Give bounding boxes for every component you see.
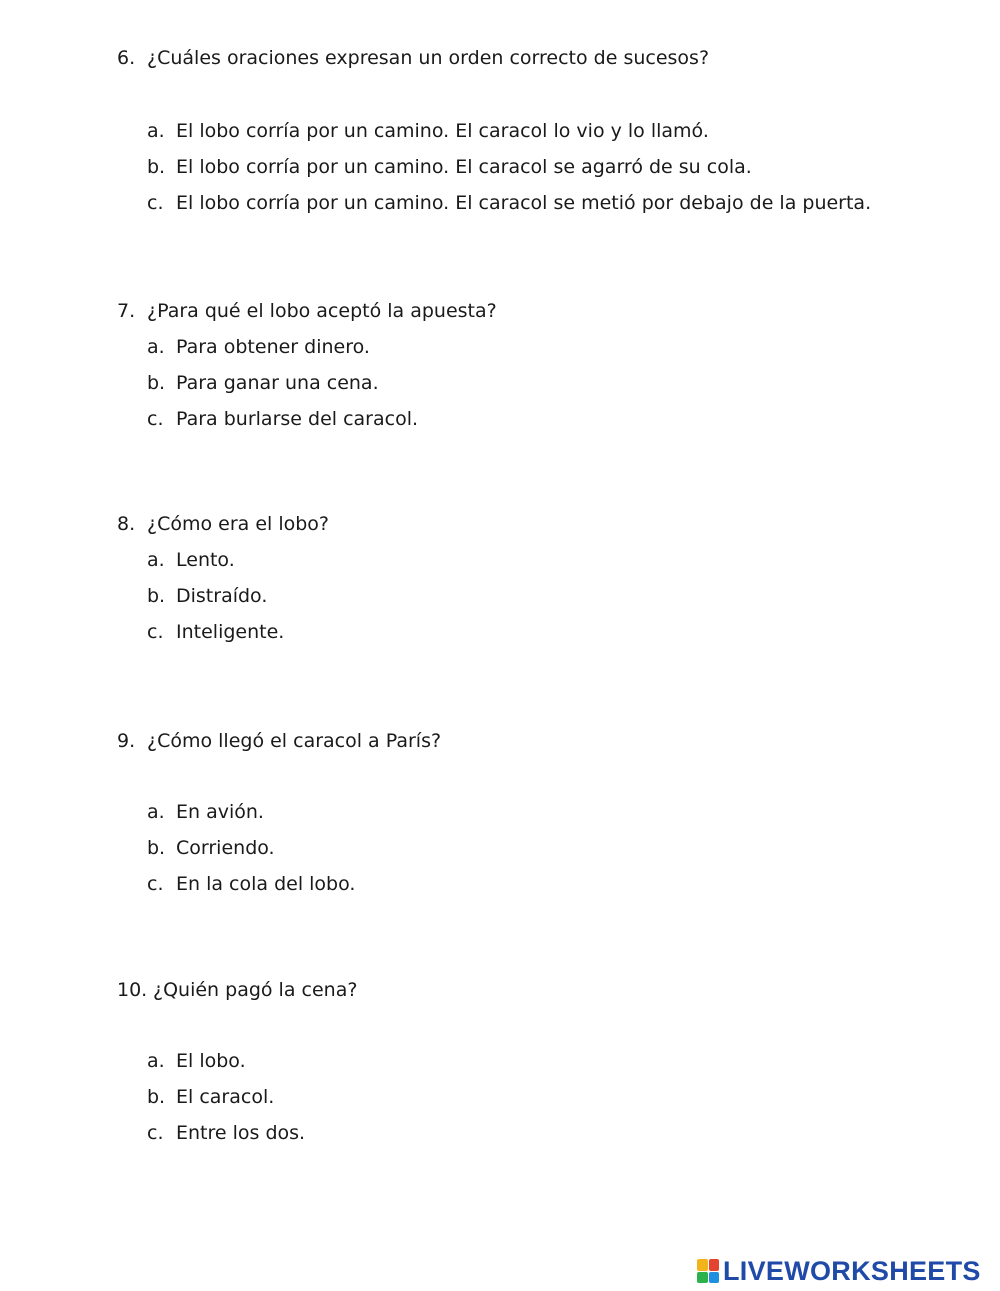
question-7 xyxy=(117,299,497,323)
option-10c[interactable] xyxy=(147,1121,305,1145)
option-letter: a. xyxy=(147,120,165,142)
option-text: Para obtener dinero. xyxy=(176,336,370,358)
option-6c[interactable] xyxy=(147,191,871,215)
option-letter: c. xyxy=(147,873,164,895)
option-8b[interactable] xyxy=(147,584,267,608)
liveworksheets-logo[interactable] xyxy=(697,1256,981,1286)
question-text: ¿Cómo llegó el caracol a París? xyxy=(147,730,442,752)
option-letter: a. xyxy=(147,801,165,823)
question-10 xyxy=(117,978,357,1002)
option-6a[interactable] xyxy=(147,119,709,143)
option-text: El lobo corría por un camino. El caracol lo vio y lo llamó. xyxy=(176,120,709,142)
option-letter: a. xyxy=(147,1050,165,1072)
option-text: El lobo corría por un camino. El caracol se metió por debajo de la puerta. xyxy=(176,192,872,214)
option-text: En avión. xyxy=(176,801,264,823)
option-text: En la cola del lobo. xyxy=(176,873,356,895)
question-number: 9. xyxy=(117,730,136,752)
option-8a[interactable] xyxy=(147,548,235,572)
question-9 xyxy=(117,729,441,753)
option-9a[interactable] xyxy=(147,800,264,824)
question-number: 10. xyxy=(117,979,148,1001)
option-text: Para ganar una cena. xyxy=(176,372,379,394)
option-text: El caracol. xyxy=(176,1086,275,1108)
option-text: Inteligente. xyxy=(176,621,285,643)
option-7a[interactable] xyxy=(147,335,370,359)
logo-square-2 xyxy=(709,1259,720,1271)
option-9b[interactable] xyxy=(147,836,275,860)
option-text: Lento. xyxy=(176,549,235,571)
option-text: Distraído. xyxy=(176,585,268,607)
logo-square-3 xyxy=(697,1272,708,1284)
option-letter: b. xyxy=(147,156,166,178)
option-6b[interactable] xyxy=(147,155,752,179)
option-letter: b. xyxy=(147,837,166,859)
logo-text: LIVEWORKSHEETS xyxy=(723,1255,981,1286)
option-letter: a. xyxy=(147,336,165,358)
question-text: ¿Cuáles oraciones expresan un orden correcto de sucesos? xyxy=(147,47,710,69)
option-text: El lobo corría por un camino. El caracol se agarró de su cola. xyxy=(176,156,752,178)
question-8 xyxy=(117,512,329,536)
option-text: El lobo. xyxy=(176,1050,246,1072)
question-number: 6. xyxy=(117,47,136,69)
liveworksheets-logo-icon xyxy=(697,1259,719,1283)
option-letter: c. xyxy=(147,1122,164,1144)
question-number: 8. xyxy=(117,513,136,535)
logo-square-4 xyxy=(709,1272,720,1284)
question-6 xyxy=(117,46,709,70)
option-10a[interactable] xyxy=(147,1049,246,1073)
option-letter: b. xyxy=(147,585,166,607)
option-letter: c. xyxy=(147,408,164,430)
question-text: ¿Cómo era el lobo? xyxy=(147,513,330,535)
logo-square-1 xyxy=(697,1259,708,1271)
question-text: ¿Quién pagó la cena? xyxy=(153,979,358,1001)
option-letter: b. xyxy=(147,372,166,394)
option-letter: c. xyxy=(147,192,164,214)
question-number: 7. xyxy=(117,300,136,322)
option-8c[interactable] xyxy=(147,620,284,644)
option-letter: c. xyxy=(147,621,164,643)
option-text: Para burlarse del caracol. xyxy=(176,408,419,430)
option-7b[interactable] xyxy=(147,371,379,395)
question-text: ¿Para qué el lobo aceptó la apuesta? xyxy=(147,300,497,322)
option-10b[interactable] xyxy=(147,1085,274,1109)
option-text: Corriendo. xyxy=(176,837,275,859)
option-letter: a. xyxy=(147,549,165,571)
option-7c[interactable] xyxy=(147,407,418,431)
option-9c[interactable] xyxy=(147,872,355,896)
option-letter: b. xyxy=(147,1086,166,1108)
option-text: Entre los dos. xyxy=(176,1122,306,1144)
